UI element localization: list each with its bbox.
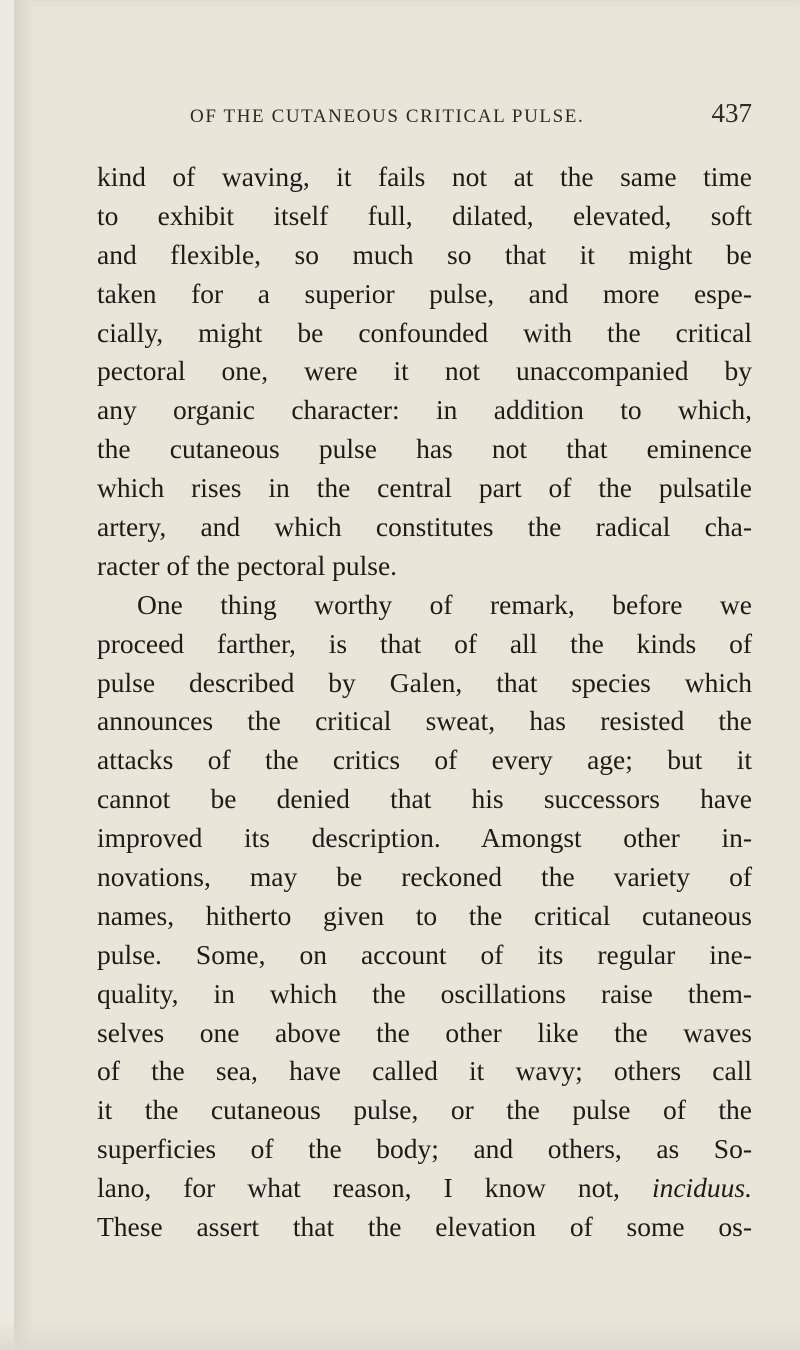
page-number: 437: [711, 98, 752, 128]
text-line-with-italic: [97, 1169, 752, 1208]
text-line: proceed farther, is that of all the kinds of: [97, 627, 752, 659]
text-line: taken for a superior pulse, and more espe-: [97, 277, 752, 309]
text-line: improved its description. Amongst other in-: [97, 822, 752, 854]
text-line: which rises in the central part of the pulsatile: [97, 472, 752, 504]
text-line: novations, may be reckoned the variety of: [97, 861, 752, 893]
text-line: names, hitherto given to the critical cutaneous: [97, 899, 752, 931]
text-line: superficies of the body; and others, as So-: [97, 1133, 752, 1165]
text-line: attacks of the critics of every age; but it: [97, 744, 752, 776]
text-line: pulse described by Galen, that species which: [97, 666, 752, 698]
text-line: pectoral one, were it not unaccompanied by: [97, 355, 752, 387]
text-line: cially, might be confounded with the critical: [97, 316, 752, 348]
text-line: selves one above the other like the waves: [97, 1016, 752, 1048]
italic-term: inciduus.: [651, 1172, 753, 1204]
text-line: pulse. Some, on account of its regular ine-: [97, 938, 752, 970]
page-bottom-shade: [0, 1320, 800, 1350]
text-line: of the sea, have called it wavy; others call: [97, 1055, 752, 1087]
running-head: [190, 98, 752, 132]
text-line: These assert that the elevation of some os-: [97, 1211, 752, 1243]
text-line: artery, and which constitutes the radical cha-: [97, 511, 752, 543]
text-line: any organic character: in addition to which,: [97, 394, 752, 426]
text-line: and flexible, so much so that it might be: [97, 238, 752, 270]
text-line: quality, in which the oscillations raise them-: [97, 977, 752, 1009]
line-27-text: lano, for what reason, I know not,: [97, 1172, 620, 1204]
text-line: kind of waving, it fails not at the same time: [97, 161, 752, 192]
page-gutter: [14, 0, 32, 1350]
text-line: announces the critical sweat, has resisted the: [97, 705, 752, 737]
text-line: it the cutaneous pulse, or the pulse of the: [97, 1094, 752, 1126]
body-text: [97, 158, 752, 1247]
paragraph-end-line: racter of the pectoral pulse.: [97, 549, 398, 581]
text-line: the cutaneous pulse has not that eminence: [97, 433, 752, 465]
running-head-title: OF THE CUTANEOUS CRITICAL PULSE.: [190, 106, 585, 127]
text-line: cannot be denied that his successors have: [97, 783, 752, 815]
paragraph-start-line: One thing worthy of remark, before we: [137, 588, 752, 620]
text-line: to exhibit itself full, dilated, elevated, soft: [97, 199, 752, 231]
